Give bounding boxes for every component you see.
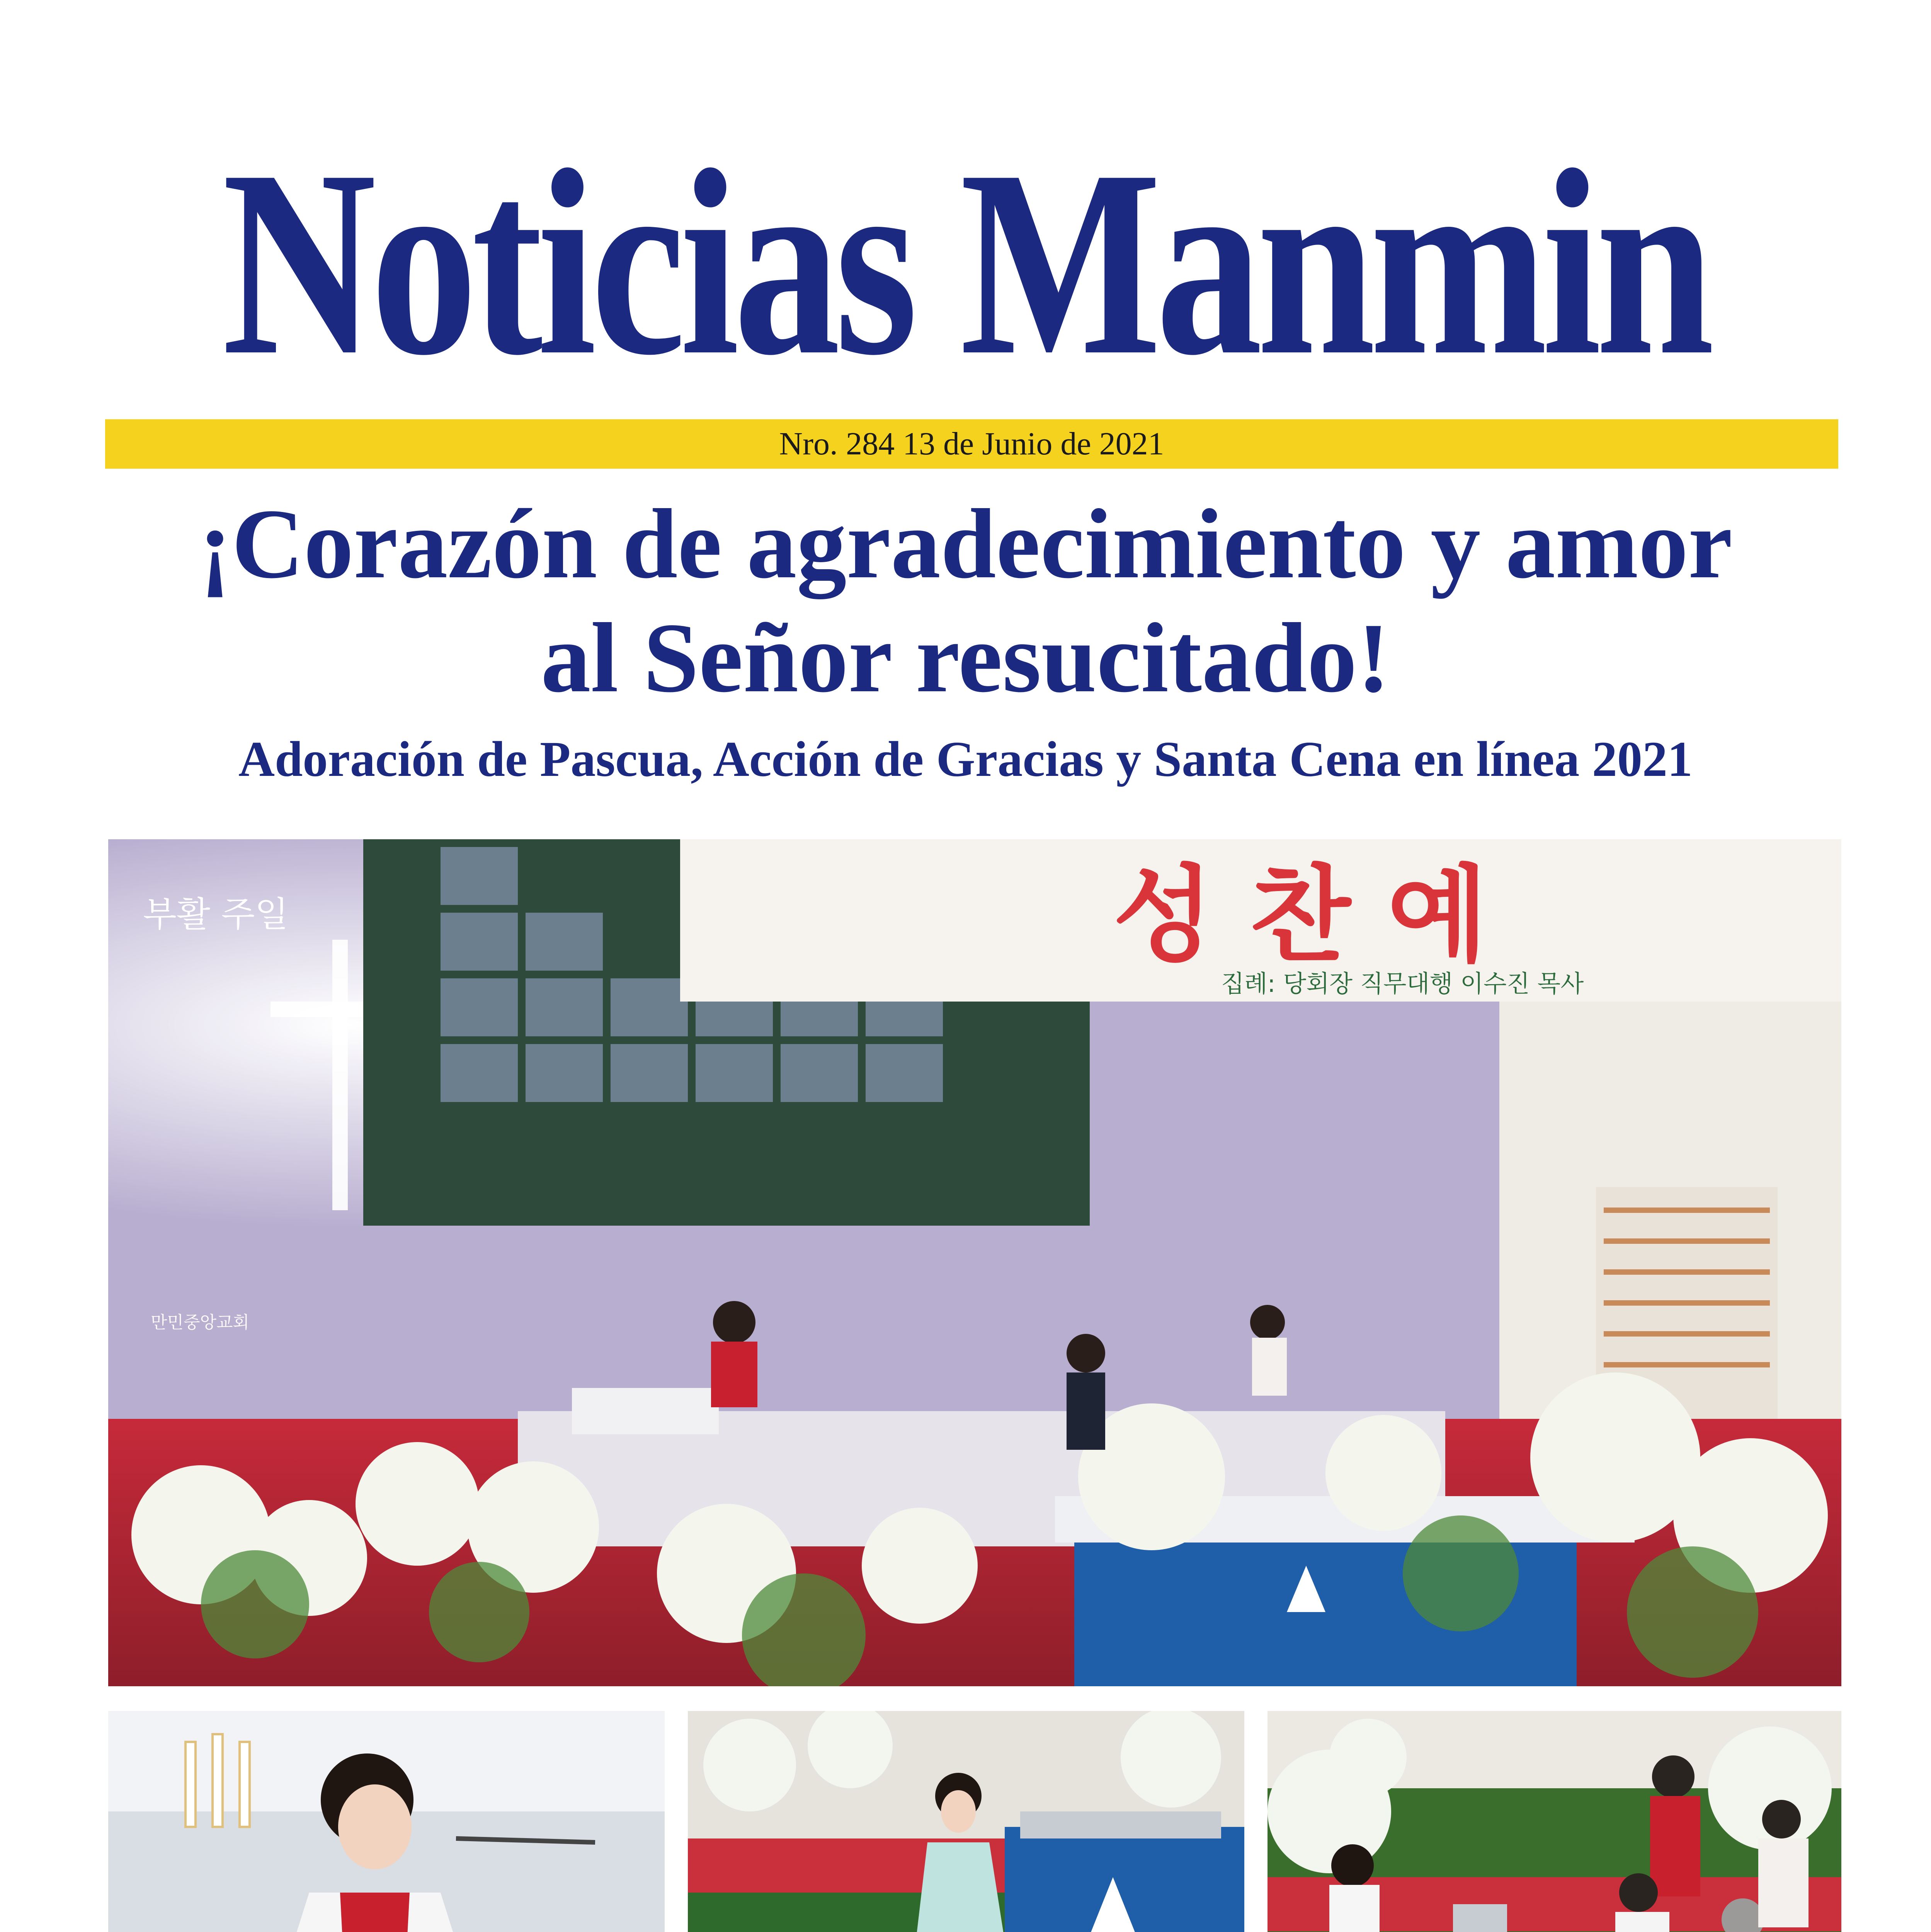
corner-label: 부활 주일	[143, 894, 289, 935]
photo-pastor-at-pulpit	[108, 1711, 665, 1932]
headline	[77, 487, 1854, 715]
masthead-title: Noticias Manmin	[222, 115, 1709, 410]
banner-caption: 집례: 당회장 직무대행 이수진 목사	[1221, 969, 1584, 998]
headline-line-2: al Señor resucitado!	[541, 602, 1390, 713]
issue-bar	[105, 419, 1838, 469]
banner-text: 성 찬 예	[1113, 854, 1488, 976]
photo-singer	[688, 1711, 1244, 1932]
church-label: 만민중앙교회	[151, 1313, 250, 1332]
photo-communion	[1267, 1711, 1841, 1932]
issue-label: Nro. 284 13 de Junio de 2021	[779, 426, 1164, 462]
main-photo-easter-service	[108, 839, 1841, 1686]
subheadline: Adoración de Pascua, Acción de Gracias y Santa Cena en línea 2021	[238, 731, 1693, 787]
headline-line-1: ¡Corazón de agradecimiento y amor	[198, 488, 1733, 599]
